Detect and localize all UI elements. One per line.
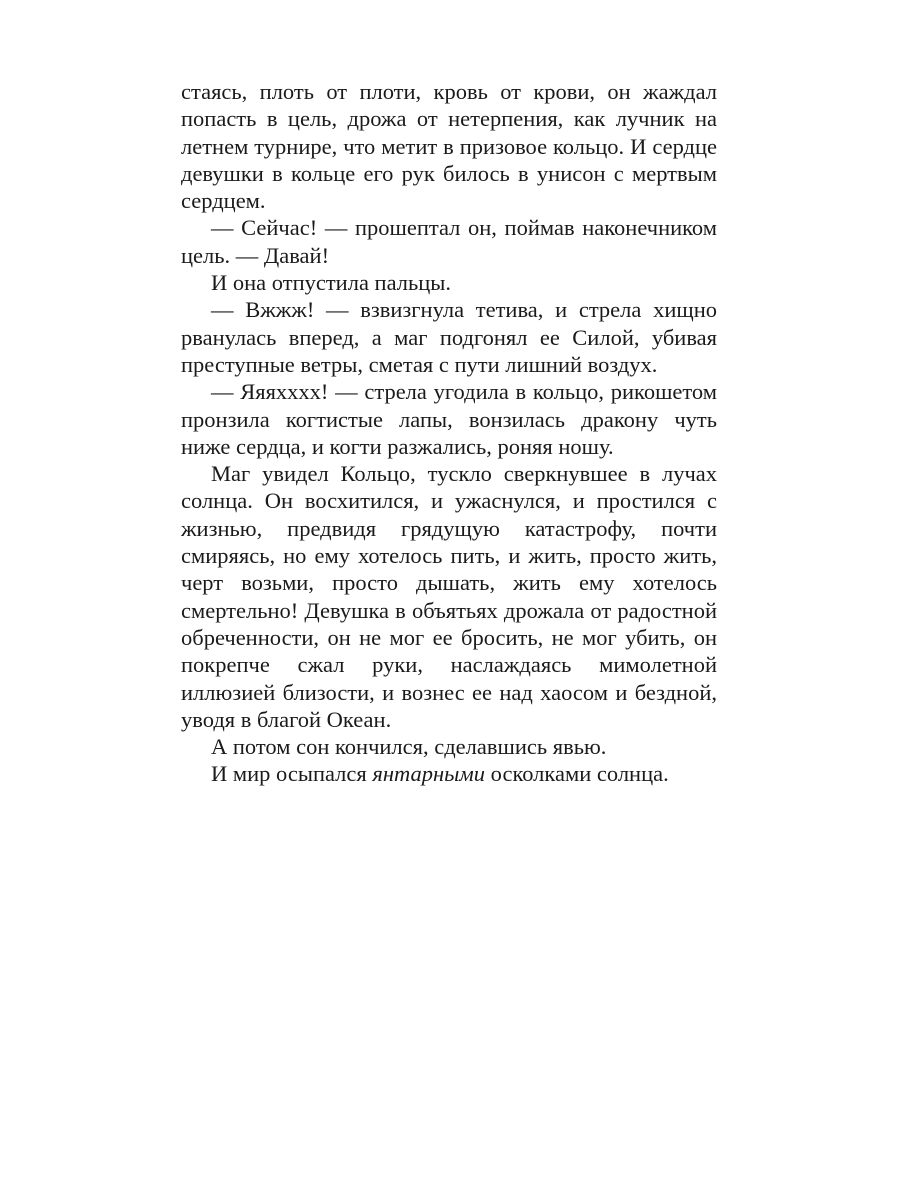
- paragraph-final: [181, 760, 717, 787]
- paragraph-arrow-hit: — Яяяхххх! — стрела угодила в кольцо, рикошетом пронзила когтистые лапы, вонзилась дракону чуть ниже сердца, и когти разжались, роняя ношу.: [181, 379, 717, 459]
- final-text-before: И мир осыпался: [211, 761, 373, 787]
- paragraph-bowstring: — Вжжж! — взвизгнула тетива, и стрела хищно рванулась вперед, а маг подгонял ее Силой, убивая преступные ветры, сметая с пути лишний воздух.: [181, 297, 717, 377]
- paragraph-dream-ended: А потом сон кончился, сделавшись явью.: [211, 734, 607, 760]
- final-text-italic: янтарными: [372, 761, 486, 787]
- paragraph-mage-saw-ring: Маг увидел Кольцо, тускло сверкнувшее в лучах солнца. Он восхитился, и ужаснулся, и простился с жизнью, предвидя грядущую катастрофу, почти смиряясь, но ему хотелось пить, и жить, просто жить, черт возьми, просто дышать, жить ему хотелось смертельно! Девушка в объятьях дрожала от радостной обреченности, он не мог ее бросить, не мог убить, он покрепче сжал руки, наслаждаясь мимолетной иллюзией близости, и вознес ее над хаосом и бездной, уводя в благой Океан.: [181, 461, 717, 732]
- paragraph-dialogue-now: — Сейчас! — прошептал он, поймав наконечником цель. — Давай!: [181, 215, 717, 268]
- paragraph-released-fingers: И она отпустила пальцы.: [211, 270, 452, 296]
- book-page: [181, 78, 717, 788]
- paragraph-continuation: стаясь, плоть от плоти, кровь от крови, он жаждал попасть в цель, дрожа от нетерпения, как лучник на летнем турнире, что метит в призовое кольцо. И сердце девушки в кольце его рук билось в унисон с мертвым сердцем.: [181, 79, 717, 214]
- final-text-after: осколками солнца.: [485, 761, 669, 787]
